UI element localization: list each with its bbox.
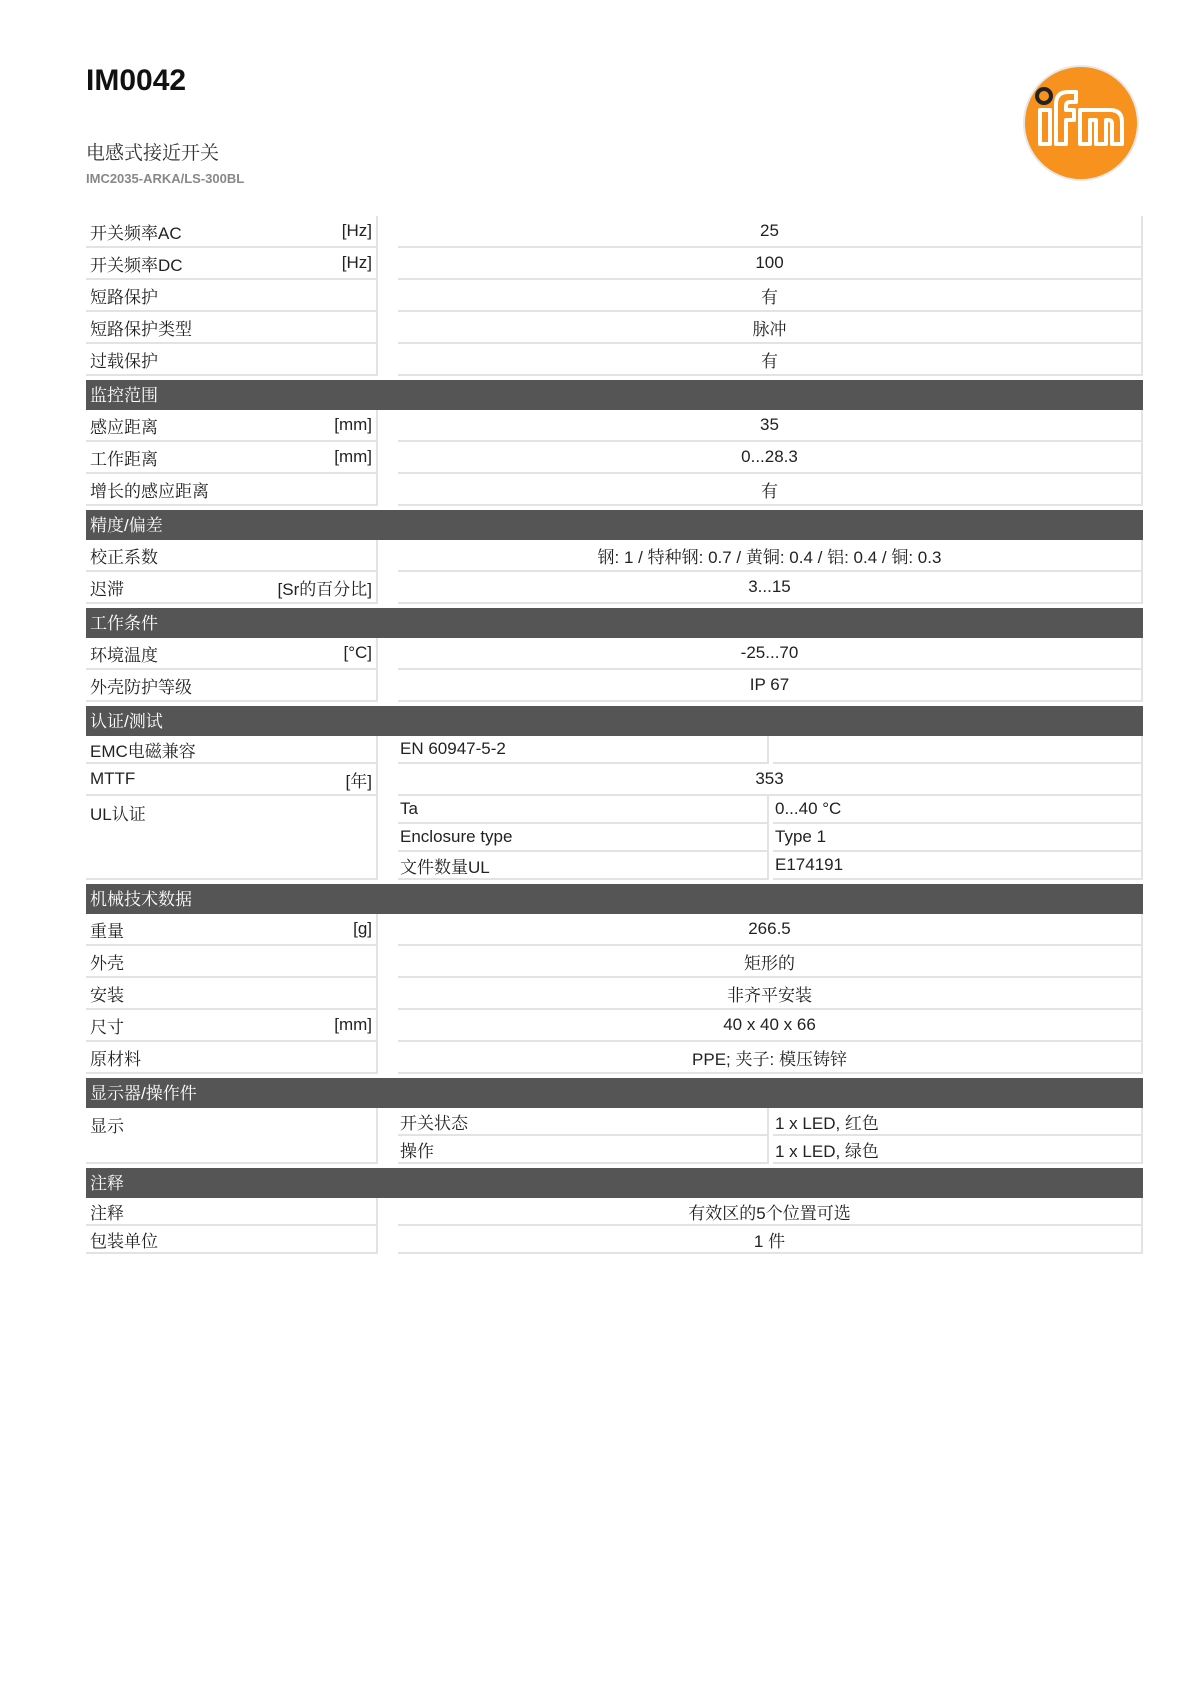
row-label: 过载保护 — [90, 351, 158, 371]
table-row — [86, 442, 1143, 474]
table-row — [86, 978, 1143, 1010]
table-subrow — [398, 824, 1143, 852]
table-row — [86, 736, 1143, 764]
section-header-certification: 认证/测试 — [86, 706, 1143, 736]
table-row-group — [86, 1108, 1143, 1164]
row-label: 尺寸 — [90, 1017, 124, 1037]
table-row — [86, 572, 1143, 604]
table-row — [86, 764, 1143, 796]
row-label: 安装 — [90, 985, 124, 1005]
table-row — [86, 1198, 1143, 1226]
row-value-secondary — [773, 736, 1143, 764]
row-unit: [Hz] — [341, 253, 372, 272]
table-subrow — [398, 1136, 1143, 1164]
row-label: 校正系数 — [90, 547, 158, 567]
table-row — [86, 946, 1143, 978]
table-row — [86, 410, 1143, 442]
section-header-monitoring-range: 监控范围 — [86, 380, 1143, 410]
model-number: IMC2035-ARKA/LS-300BL — [86, 171, 245, 186]
subrow-key: 操作 — [398, 1136, 769, 1164]
row-label: 开关频率DC — [90, 255, 183, 275]
section-header-accuracy: 精度/偏差 — [86, 510, 1143, 540]
row-label: 包装单位 — [90, 1231, 158, 1251]
row-label: MTTF — [90, 769, 136, 788]
table-row — [86, 914, 1143, 946]
section-header-display: 显示器/操作件 — [86, 1078, 1143, 1108]
datasheet-table — [86, 216, 1143, 1254]
row-label: 外壳 — [90, 953, 124, 973]
row-value: 25 — [398, 216, 1143, 248]
row-unit: [°C] — [343, 643, 372, 662]
row-value: 35 — [398, 410, 1143, 442]
table-row — [86, 1042, 1143, 1074]
subrow-value: 1 x LED, 绿色 — [773, 1136, 1143, 1164]
row-value: 0...28.3 — [398, 442, 1143, 474]
row-value: 40 x 40 x 66 — [398, 1010, 1143, 1042]
row-value: 矩形的 — [398, 946, 1143, 978]
row-unit: [mm] — [334, 415, 372, 434]
table-row-group — [86, 796, 1143, 880]
table-row — [86, 280, 1143, 312]
row-label: UL认证 — [90, 805, 146, 824]
table-subrow — [398, 796, 1143, 824]
row-label: 开关频率AC — [90, 223, 182, 243]
row-label: 迟滞 — [90, 579, 124, 599]
section-header-operating-conditions: 工作条件 — [86, 608, 1143, 638]
row-value: 353 — [398, 764, 1143, 796]
ifm-logo-icon — [1022, 64, 1140, 182]
row-unit: [mm] — [334, 1015, 372, 1034]
row-unit: [mm] — [334, 447, 372, 466]
product-description: 电感式接近开关 — [86, 143, 220, 164]
row-value: 钢: 1 / 特种钢: 0.7 / 黄铜: 0.4 / 铝: 0.4 / 铜: 0.3 — [398, 540, 1143, 572]
row-value: 有 — [398, 344, 1143, 376]
row-value: -25...70 — [398, 638, 1143, 670]
row-value: PPE; 夹子: 模压铸锌 — [398, 1042, 1143, 1074]
subrow-key: 开关状态 — [398, 1108, 769, 1136]
subrow-value: 0...40 °C — [773, 796, 1143, 824]
row-value: 有 — [398, 280, 1143, 312]
row-label: 环境温度 — [90, 645, 158, 665]
row-unit: [Hz] — [341, 221, 372, 240]
subrow-key: Enclosure type — [398, 824, 769, 852]
row-label: 重量 — [90, 921, 124, 941]
section-header-notes: 注释 — [86, 1168, 1143, 1198]
row-value: 3...15 — [398, 572, 1143, 604]
table-row — [86, 474, 1143, 506]
row-value: 有效区的5个位置可选 — [398, 1198, 1143, 1226]
row-label: 注释 — [90, 1203, 124, 1223]
table-subrow — [398, 1108, 1143, 1136]
subrow-value: 1 x LED, 红色 — [773, 1108, 1143, 1136]
row-value: 266.5 — [398, 914, 1143, 946]
table-row — [86, 670, 1143, 702]
table-row — [86, 1226, 1143, 1254]
subrow-value: E174191 — [773, 852, 1143, 880]
row-value: 1 件 — [398, 1226, 1143, 1254]
section-header-mechanical-data: 机械技术数据 — [86, 884, 1143, 914]
subrow-key: Ta — [398, 796, 769, 824]
row-value: IP 67 — [398, 670, 1143, 702]
row-value: 非齐平安装 — [398, 978, 1143, 1010]
table-row — [86, 638, 1143, 670]
row-unit: [g] — [353, 919, 372, 938]
row-label: 短路保护 — [90, 287, 158, 307]
table-row — [86, 344, 1143, 376]
row-label: 工作距离 — [90, 449, 158, 469]
rows-top — [86, 216, 1143, 376]
row-label: 外壳防护等级 — [90, 677, 192, 697]
row-value: 100 — [398, 248, 1143, 280]
row-label: EMC电磁兼容 — [90, 741, 196, 761]
table-row — [86, 540, 1143, 572]
row-unit: [年] — [345, 771, 372, 791]
row-label: 显示 — [90, 1117, 124, 1136]
row-unit: [Sr的百分比] — [277, 579, 372, 599]
row-value: EN 60947-5-2 — [398, 736, 769, 764]
table-row — [86, 216, 1143, 248]
table-row — [86, 1010, 1143, 1042]
table-subrow — [398, 852, 1143, 880]
row-label: 增长的感应距离 — [90, 481, 209, 501]
product-code: IM0042 — [86, 64, 187, 97]
table-row — [86, 248, 1143, 280]
row-label: 原材料 — [90, 1049, 141, 1069]
row-value: 有 — [398, 474, 1143, 506]
subrow-value: Type 1 — [773, 824, 1143, 852]
table-row — [86, 312, 1143, 344]
subrow-key: 文件数量UL — [398, 852, 769, 880]
row-value: 脉冲 — [398, 312, 1143, 344]
row-label: 短路保护类型 — [90, 319, 192, 339]
row-label: 感应距离 — [90, 417, 158, 437]
